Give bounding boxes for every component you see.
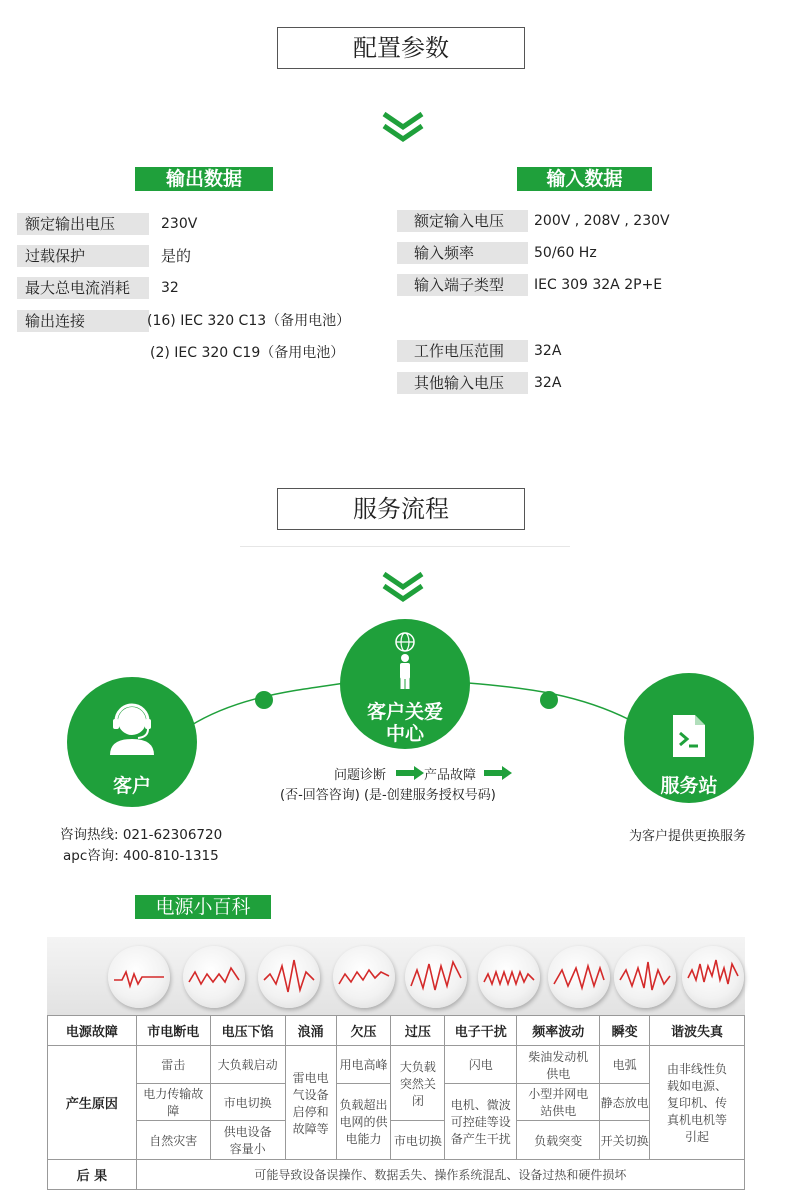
header-harmonic: 谐波失真 (650, 1016, 745, 1046)
input-value-terminal: IEC 309 32A 2P+E (534, 277, 663, 293)
cause-frequency-2: 小型并网电站供电 (517, 1084, 600, 1121)
terminal-document-icon (671, 713, 707, 759)
input-label-rated-voltage: 额定输入电压 (397, 210, 528, 232)
waveform-blackout (108, 946, 170, 1008)
cause-blackout-2: 电力传输故障 (136, 1084, 210, 1121)
header-surge: 浪涌 (285, 1016, 336, 1046)
waveform-frequency (548, 946, 610, 1008)
arrow-right-icon (396, 766, 424, 780)
care-center-circle (340, 619, 470, 749)
input-value-frequency: 50/60 Hz (534, 245, 597, 261)
flow-step-diagnosis: 问题诊断 (334, 768, 387, 783)
output-value-connection-1: (16) IEC 320 C13（备用电池） (147, 313, 351, 329)
input-label-operating-range: 工作电压范围 (397, 340, 528, 362)
result-text: 可能导致设备误操作、数据丢失、操作系统混乱、设备过热和硬件损坏 (136, 1160, 744, 1190)
waveform-transient (614, 946, 676, 1008)
arrow-right-icon (484, 766, 512, 780)
output-label-max-current: 最大总电流消耗 (17, 277, 149, 299)
flow-note: (否-回答咨询) (是-创建服务授权号码) (280, 788, 496, 803)
cause-overvoltage-2: 市电切换 (391, 1121, 445, 1160)
service-title: 服务流程 (277, 488, 525, 530)
header-undervoltage: 欠压 (336, 1016, 391, 1046)
header-sag: 电压下馅 (210, 1016, 285, 1046)
header-noise: 电子干扰 (445, 1016, 517, 1046)
flow-step-fault: 产品故障 (424, 768, 477, 783)
faint-divider (240, 546, 570, 547)
input-label-terminal: 输入端子类型 (397, 274, 528, 296)
cause-undervoltage-2: 负载超出电网的供电能力 (336, 1084, 391, 1160)
globe-person-icon (390, 631, 420, 691)
customer-circle (67, 677, 197, 807)
care-center-label-2: 中心 (385, 723, 424, 745)
cause-blackout-3: 自然灾害 (136, 1121, 210, 1160)
header-overvoltage: 过压 (391, 1016, 445, 1046)
cause-blackout-1: 雷击 (136, 1046, 210, 1084)
cause-label: 产生原因 (48, 1046, 137, 1160)
header-frequency: 频率波动 (517, 1016, 600, 1046)
care-center-label-1: 客户关爱 (366, 701, 443, 723)
cause-noise-1: 闪电 (445, 1046, 517, 1084)
headset-agent-icon (104, 699, 160, 755)
service-station-label: 服务站 (660, 775, 718, 797)
config-title: 配置参数 (277, 27, 525, 69)
output-label-connection: 输出连接 (17, 310, 149, 332)
chevron-down-icon (380, 570, 426, 604)
waveform-noise (478, 946, 540, 1008)
input-value-other-voltage: 32A (534, 375, 562, 391)
output-value-connection-2: (2) IEC 320 C19（备用电池） (150, 345, 345, 361)
header-power-fault: 电源故障 (48, 1016, 137, 1046)
chevron-down-icon (380, 110, 426, 144)
header-transient: 瞬变 (600, 1016, 650, 1046)
waveform-harmonic (682, 946, 744, 1008)
customer-label: 客户 (112, 775, 151, 797)
input-value-rated-voltage: 200V , 208V , 230V (534, 213, 670, 229)
input-label-frequency: 输入频率 (397, 242, 528, 264)
cause-frequency-1: 柴油发动机供电 (517, 1046, 600, 1084)
cause-surge: 雷电电气设备启停和故障等 (285, 1046, 336, 1160)
output-value-max-current: 32 (161, 280, 179, 296)
power-issue-table (47, 1015, 745, 1190)
header-blackout: 市电断电 (136, 1016, 210, 1046)
input-label-other-voltage: 其他输入电压 (397, 372, 528, 394)
cause-transient-3: 开关切换 (600, 1121, 650, 1160)
cause-undervoltage-1: 用电高峰 (336, 1046, 391, 1084)
cause-harmonic: 由非线性负载如电源、复印机、传真机电机等引起 (650, 1046, 745, 1160)
cause-transient-1: 电弧 (600, 1046, 650, 1084)
result-label: 后 果 (48, 1160, 137, 1190)
waveform-surge (258, 946, 320, 1008)
flow-dot-right (540, 691, 558, 709)
service-station-circle (624, 673, 754, 803)
output-heading: 输出数据 (135, 167, 273, 191)
service-station-desc: 为客户提供更换服务 (629, 829, 747, 844)
cause-overvoltage-1: 大负载突然关闭 (391, 1046, 445, 1121)
output-value-rated-voltage: 230V (161, 216, 198, 232)
cause-transient-2: 静态放电 (600, 1084, 650, 1121)
output-value-overload: 是的 (161, 247, 192, 265)
flow-dot-left (255, 691, 273, 709)
customer-hotline: 咨询热线: 021-62306720 (60, 827, 223, 843)
input-heading: 输入数据 (517, 167, 652, 191)
output-label-rated-voltage: 额定输出电压 (17, 213, 149, 235)
waveform-overvoltage (405, 946, 467, 1008)
output-label-overload: 过载保护 (17, 245, 149, 267)
waveform-sag (183, 946, 245, 1008)
encyclopedia-heading: 电源小百科 (135, 895, 271, 919)
cause-noise-2: 电机、微波可控硅等设备产生干扰 (445, 1084, 517, 1160)
cause-sag-3: 供电设备容量小 (210, 1121, 285, 1160)
customer-apc: apc咨询: 400-810-1315 (63, 848, 219, 864)
input-value-operating-range: 32A (534, 343, 562, 359)
waveform-undervoltage (333, 946, 395, 1008)
cause-sag-2: 市电切换 (210, 1084, 285, 1121)
cause-frequency-3: 负载突变 (517, 1121, 600, 1160)
cause-sag-1: 大负载启动 (210, 1046, 285, 1084)
